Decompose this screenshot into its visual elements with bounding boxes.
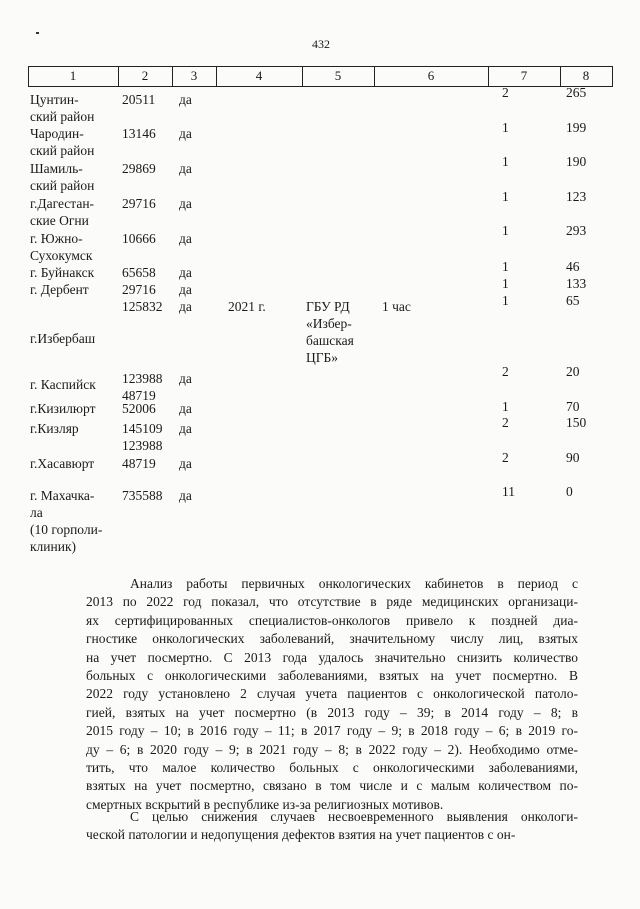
cell-total: 0 (566, 484, 573, 499)
cell-count: 2 (502, 450, 509, 465)
cell-territory (30, 91, 94, 125)
cell-territory-line: г. Буйнакск (30, 265, 95, 280)
cell-count: 1 (502, 293, 509, 308)
cell-territory (30, 400, 95, 417)
cell-territory-line: ла (30, 505, 43, 520)
paragraph-line: 2022 году установлено 2 случая учета пациентов с онкологической патоло- (86, 686, 578, 702)
paragraph-line: ду – 6; в 2020 году – 9; в 2021 году – 8; в 2022 году – 2). Необходимо отме- (86, 741, 578, 757)
cell-hours: 1 час (382, 299, 411, 314)
cell-population-line: 125832 (122, 299, 163, 314)
cell-population (122, 230, 156, 247)
paragraph-measures (86, 808, 578, 845)
cell-population-line: 48719 (122, 388, 156, 403)
cell-institution-line: «Избер- (306, 316, 352, 331)
cell-population (122, 420, 163, 454)
cell-population-line: 52006 (122, 401, 156, 416)
cell-availability: да (179, 421, 192, 436)
cell-population-line: 145109 (122, 421, 163, 436)
cell-population-line: 735588 (122, 488, 163, 503)
column-header-2: 2 (141, 68, 149, 83)
cell-availability: да (179, 196, 192, 211)
cell-territory-line: Цунтин- (30, 92, 79, 107)
paragraph-line: на учет посмертно. С 2013 года удалось значительно снизить количество (86, 649, 578, 665)
cell-population (122, 400, 156, 417)
cell-institution-line: ГБУ РД (306, 299, 350, 314)
cell-institution-line: ЦГБ» (306, 350, 339, 365)
cell-year: 2021 г. (228, 299, 266, 314)
cell-total: 190 (566, 154, 587, 169)
cell-availability: да (179, 231, 192, 246)
cell-total: 133 (566, 276, 587, 291)
cell-territory-line: г.Кизилюрт (30, 401, 96, 416)
column-header-1: 1 (69, 68, 77, 83)
cell-availability: да (179, 282, 192, 297)
cell-territory (30, 281, 89, 298)
cell-territory-line: ский район (30, 178, 95, 193)
cell-availability: да (179, 401, 192, 416)
cell-total: 293 (566, 223, 587, 238)
cell-availability: да (179, 126, 192, 141)
cell-territory-line: (10 горполи- (30, 522, 103, 537)
cell-population-line: 48719 (122, 456, 156, 471)
cell-population (122, 298, 163, 315)
cell-population (122, 487, 163, 504)
cell-territory-line: г.Избербаш (30, 331, 96, 346)
cell-territory-line: г. Каспийск (30, 377, 96, 392)
cell-count: 1 (502, 154, 509, 169)
cell-count: 1 (502, 259, 509, 274)
cell-territory (30, 487, 102, 555)
cell-territory-line: г.Дагестан- (30, 196, 95, 211)
cell-count: 2 (502, 85, 509, 100)
paragraph-line: больных с онкологическими заболеваниями, взятых на учет посмертно. В (86, 668, 578, 684)
cell-population-line: 123988 (122, 438, 163, 453)
cell-population-line: 29869 (122, 161, 156, 176)
cell-territory-line: г.Хасавюрт (30, 456, 95, 471)
paragraph-line: тить, что малое количество больных с онкологическими заболеваниями, (86, 760, 578, 776)
cell-institution (306, 298, 354, 366)
cell-territory-line: ский район (30, 143, 95, 158)
cell-population-line: 65658 (122, 265, 156, 280)
cell-territory-line: ские Огни (30, 213, 89, 228)
cell-territory (30, 376, 96, 393)
table-top-border (28, 66, 612, 67)
column-header-7: 7 (520, 68, 528, 83)
cell-territory-line: Шамиль- (30, 161, 83, 176)
cell-territory (30, 125, 94, 159)
cell-total: 150 (566, 415, 587, 430)
cell-territory-line: г. Дербент (30, 282, 89, 297)
cell-population (122, 455, 156, 472)
cell-availability: да (179, 488, 192, 503)
cell-population-line: 13146 (122, 126, 156, 141)
cell-availability: да (179, 265, 192, 280)
cell-availability: да (179, 92, 192, 107)
cell-count: 1 (502, 120, 509, 135)
column-header-8: 8 (582, 68, 590, 83)
paragraph-line: ческой патологии и недопущения дефектов взятия на учет пациентов с он- (86, 827, 516, 843)
cell-territory-line: г. Махачка- (30, 488, 95, 503)
cell-count: 2 (502, 364, 509, 379)
cell-population-line: 123988 (122, 371, 163, 386)
cell-territory-line: клиник) (30, 539, 77, 554)
cell-total: 46 (566, 259, 580, 274)
column-header-4: 4 (255, 68, 263, 83)
cell-total: 90 (566, 450, 580, 465)
paragraph-line: взятых на учет посмертно, связано в том числе и с малым количеством по- (86, 778, 578, 794)
cell-territory-line: ский район (30, 109, 95, 124)
cell-total: 70 (566, 399, 580, 414)
paragraph-line: 2013 по 2022 год показал, что отсутствие в ряде медицинских организаци- (86, 594, 578, 610)
cell-availability: да (179, 456, 192, 471)
table-column-divider (612, 66, 613, 87)
column-header-6: 6 (427, 68, 435, 83)
cell-population-line: 29716 (122, 196, 156, 211)
paragraph-line: Анализ работы первичных онкологических кабинетов в период с (130, 576, 578, 591)
cell-count: 1 (502, 189, 509, 204)
cell-count: 2 (502, 415, 509, 430)
cell-population-line: 20511 (122, 92, 156, 107)
cell-population (122, 281, 156, 298)
cell-population-line: 10666 (122, 231, 156, 246)
cell-territory (30, 230, 92, 264)
cell-total: 123 (566, 189, 587, 204)
cell-total: 265 (566, 85, 587, 100)
cell-institution-line: башская (306, 333, 354, 348)
paragraph-line: смертных вскрытий в республике из-за религиозных мотивов. (86, 796, 444, 812)
scan-mark (36, 32, 39, 34)
paragraph-analysis (86, 575, 578, 814)
cell-population (122, 125, 156, 142)
table-header-border (28, 86, 612, 87)
cell-population (122, 195, 156, 212)
cell-territory (30, 195, 94, 229)
cell-territory-line: г. Южно- (30, 231, 83, 246)
cell-count: 1 (502, 223, 509, 238)
cell-territory (30, 160, 94, 194)
cell-total: 65 (566, 293, 580, 308)
cell-territory (30, 264, 94, 281)
cell-total: 199 (566, 120, 587, 135)
cell-total: 20 (566, 364, 580, 379)
paragraph-line: 2015 году – 10; в 2016 году – 11; в 2017 году – 9; в 2018 году – 6; в 2019 го- (86, 723, 578, 739)
cell-territory (30, 455, 94, 472)
cell-availability: да (179, 299, 192, 314)
column-header-5: 5 (334, 68, 342, 83)
cell-territory-line: г.Кизляр (30, 421, 79, 436)
cell-territory (30, 420, 79, 437)
paragraph-line: С целью снижения случаев несвоевременного выявления онкологи- (130, 809, 578, 824)
cell-population (122, 160, 156, 177)
column-header-3: 3 (190, 68, 198, 83)
cell-population (122, 264, 156, 281)
page-number: 432 (312, 37, 330, 51)
cell-population (122, 91, 155, 108)
cell-count: 1 (502, 276, 509, 291)
cell-count: 11 (502, 484, 515, 499)
cell-population-line: 29716 (122, 282, 156, 297)
paragraph-line: гностике онкологических заболеваний, значительному числу лиц, взятых (86, 631, 578, 647)
paragraph-line: ях сертифицированных специалистов-онкологов привело к поздней диа- (86, 612, 578, 628)
cell-territory-line: Чародин- (30, 126, 84, 141)
cell-population (122, 370, 163, 404)
cell-availability: да (179, 161, 192, 176)
paragraph-line: гией, взятых на учет посмертно (в 2013 году – 39; в 2014 году – 8; в (86, 704, 578, 720)
cell-territory (30, 330, 95, 347)
cell-availability: да (179, 371, 192, 386)
cell-count: 1 (502, 399, 509, 414)
cell-territory-line: Сухокумск (30, 248, 93, 263)
